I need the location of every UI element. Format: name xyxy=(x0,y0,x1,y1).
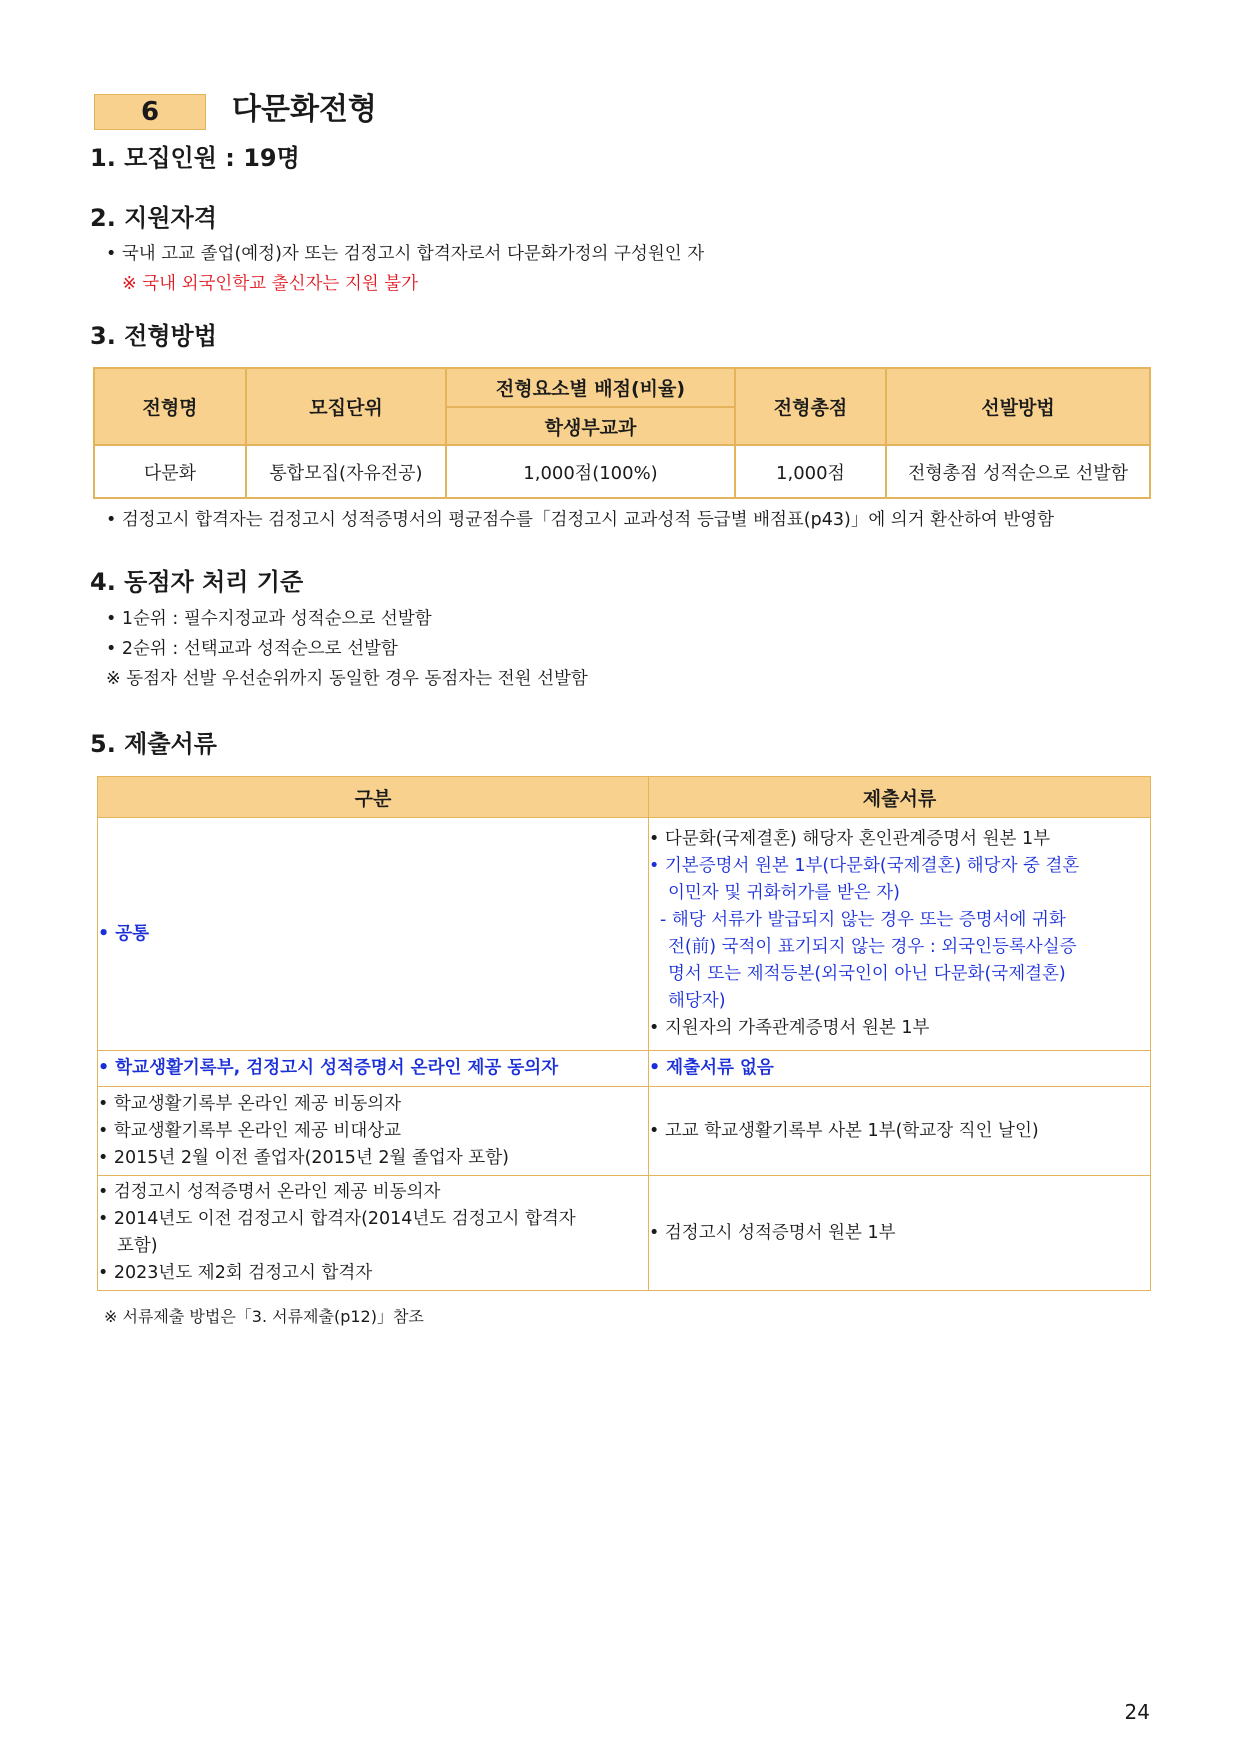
th-docs: 제출서류 xyxy=(649,777,1151,818)
row1-doc-4: • 지원자의 가족관계증명서 원본 1부 xyxy=(649,1018,930,1038)
tie-note: ※ 동점자 선발 우선순위까지 동일한 경우 동점자는 전원 선발함 xyxy=(106,669,588,689)
th-method: 선발방법 xyxy=(886,368,1150,445)
table1-note: • 검정고시 합격자는 검정고시 성적증명서의 평균점수를「검정고시 교과성적 등급별 배점표(p43)」에 의거 환산하여 반영함 xyxy=(106,510,1055,530)
row4-docs: • 검정고시 성적증명서 원본 1부 xyxy=(649,1222,896,1243)
row1-doc-2a: • 기본증명서 원본 1부(다문화(국제결혼) 해당자 중 결혼 xyxy=(649,856,1080,876)
heading-qualification: 2. 지원자격 xyxy=(90,204,217,232)
tie-rule-1: • 1순위 : 필수지정교과 성적순으로 선발함 xyxy=(106,609,432,629)
td-method: 전형총점 성적순으로 선발함 xyxy=(886,445,1150,498)
th-unit: 모집단위 xyxy=(246,368,446,445)
section-title: 다문화전형 xyxy=(232,92,377,127)
td-name: 다문화 xyxy=(94,445,246,498)
row3-category-3: • 2015년 2월 이전 졸업자(2015년 2월 졸업자 포함) xyxy=(98,1147,509,1168)
row4-category-2a: • 2014년도 이전 검정고시 합격자(2014년도 검정고시 합격자 xyxy=(98,1209,576,1229)
th-total: 전형총점 xyxy=(735,368,886,445)
row1-doc-3d: 해당자) xyxy=(668,991,726,1011)
row3-category-2: • 학교생활기록부 온라인 제공 비대상교 xyxy=(98,1120,402,1141)
row2-category: • 학교생활기록부, 검정고시 성적증명서 온라인 제공 동의자 xyxy=(98,1058,559,1078)
td-unit: 통합모집(자유전공) xyxy=(246,445,446,498)
th-record: 학생부교과 xyxy=(446,407,735,445)
row4-category-1: • 검정고시 성적증명서 온라인 제공 비동의자 xyxy=(98,1182,441,1202)
th-ratio: 전형요소별 배점(비율) xyxy=(446,368,735,407)
heading-recruitment: 1. 모집인원 : 19명 xyxy=(90,144,300,172)
row1-category: • 공통 xyxy=(98,923,150,944)
th-category: 구분 xyxy=(98,777,649,818)
selection-method-table xyxy=(93,367,1151,499)
heading-documents: 5. 제출서류 xyxy=(90,730,217,758)
td-record: 1,000점(100%) xyxy=(446,445,735,498)
row2-docs: • 제출서류 없음 xyxy=(649,1058,774,1078)
td-total: 1,000점 xyxy=(735,445,886,498)
qualification-note: ※ 국내 외국인학교 출신자는 지원 불가 xyxy=(122,274,419,294)
footnote: ※ 서류제출 방법은「3. 서류제출(p12)」참조 xyxy=(104,1307,424,1326)
row3-docs: • 고교 학교생활기록부 사본 1부(학교장 직인 날인) xyxy=(649,1120,1039,1141)
row4-category-3: • 2023년도 제2회 검정고시 합격자 xyxy=(98,1263,373,1283)
heading-method: 3. 전형방법 xyxy=(90,322,217,350)
row4-category-2b: 포함) xyxy=(117,1236,158,1256)
row1-doc-3a: - 해당 서류가 발급되지 않는 경우 또는 증명서에 귀화 xyxy=(660,910,1066,930)
qualification-text: • 국내 고교 졸업(예정)자 또는 검정고시 합격자로서 다문화가정의 구성원인 자 xyxy=(106,244,705,264)
row3-category-1: • 학교생활기록부 온라인 제공 비동의자 xyxy=(98,1093,402,1114)
row1-doc-1: • 다문화(국제결혼) 해당자 혼인관계증명서 원본 1부 xyxy=(649,829,1051,849)
row1-doc-3b: 전(前) 국적이 표기되지 않는 경우 : 외국인등록사실증 xyxy=(668,937,1077,957)
row1-doc-3c: 명서 또는 제적등본(외국인이 아닌 다문화(국제결혼) xyxy=(668,964,1066,984)
th-name: 전형명 xyxy=(94,368,246,445)
heading-tie: 4. 동점자 처리 기준 xyxy=(90,568,304,596)
section-number-badge: 6 xyxy=(94,94,206,130)
page-number: 24 xyxy=(1124,1700,1150,1724)
row1-doc-2b: 이민자 및 귀화허가를 받은 자) xyxy=(668,883,900,903)
documents-table xyxy=(97,776,1151,1291)
tie-rule-2: • 2순위 : 선택교과 성적순으로 선발함 xyxy=(106,639,398,659)
